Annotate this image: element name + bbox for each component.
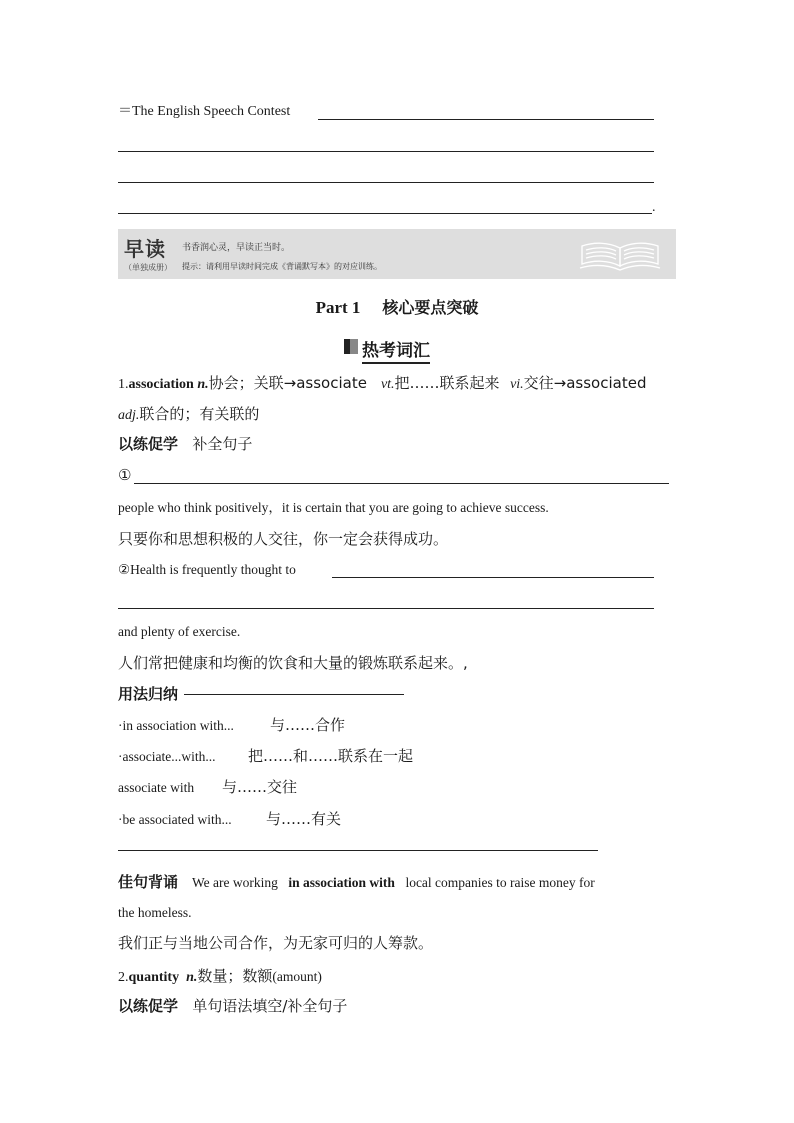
example-chinese: 我们正与当地公司合作，为无家可归的人筹款。 [118, 934, 434, 952]
usage-cn: 与……有关 [266, 810, 342, 828]
q1-chinese: 只要你和思想积极的人交往，你一定会获得成功。 [118, 530, 449, 548]
q2-start: ②Health is frequently thought to [118, 562, 296, 577]
q1-number: ① [118, 466, 132, 484]
open-book-icon [578, 236, 662, 272]
answer-line[interactable] [318, 119, 654, 120]
item1-header: 1.association n.协会；关联→associate vt.把……联系起来 vi.交往→associated [118, 374, 647, 392]
example-sentence-end: the homeless. [118, 905, 192, 920]
answer-line[interactable] [118, 151, 654, 152]
q2-answer-line-2[interactable] [118, 608, 654, 609]
item1-practice: 以练促学 补全句子 [118, 435, 253, 453]
q2-answer-line[interactable] [332, 577, 654, 578]
end-dot: . [652, 200, 656, 215]
answer-line[interactable] [118, 182, 654, 183]
q2-chinese: 人们常把健康和均衡的饮食和大量的锻炼联系起来。, [118, 654, 468, 672]
banner-title: 早读 [124, 237, 166, 261]
usage-cn: 把……和……联系在一起 [248, 747, 414, 765]
usage-cn: 与……合作 [270, 716, 346, 734]
usage-en: ·in association with... [118, 718, 234, 733]
banner-hint: 提示：请利用早读时间完成《背诵默写本》的对应训练。 [182, 262, 382, 271]
morning-reading-banner [118, 229, 676, 279]
banner-subtitle: （单独成册） [124, 263, 172, 272]
item2-header: 2.quantity n.数量；数额(amount) [118, 967, 322, 985]
item1-word: association [128, 377, 194, 392]
example-sentence: 佳句背诵 We are working in association with local companies to raise money for [118, 873, 595, 891]
part-title: 核心要点突破 [382, 298, 479, 317]
item2-word: quantity [128, 970, 180, 985]
usage-divider [118, 850, 598, 851]
usage-rule [184, 694, 404, 695]
item2-practice: 以练促学 单句语法填空/补全句子 [118, 997, 348, 1015]
part-label: Part 1 [315, 298, 361, 317]
usage-cn: 与……交往 [222, 778, 298, 796]
speech-contest-lead: ＝The English Speech Contest [118, 104, 291, 119]
q2-english-end: and plenty of exercise. [118, 624, 241, 639]
item1-adj: adj.联合的；有关联的 [118, 405, 260, 423]
usage-en: associate with [118, 780, 195, 795]
usage-en: ·be associated with... [118, 812, 232, 827]
usage-en: ·associate...with... [118, 749, 216, 764]
section-title: 热考词汇 [362, 336, 430, 364]
q1-english: people who think positively，it is certain that you are going to achieve success. [118, 500, 549, 515]
q1-answer-line[interactable] [134, 483, 669, 484]
usage-label: 用法归纳 [118, 685, 179, 703]
banner-motto: 书香润心灵，早读正当时。 [182, 243, 291, 253]
part-heading [0, 295, 794, 318]
answer-line[interactable] [118, 213, 652, 214]
